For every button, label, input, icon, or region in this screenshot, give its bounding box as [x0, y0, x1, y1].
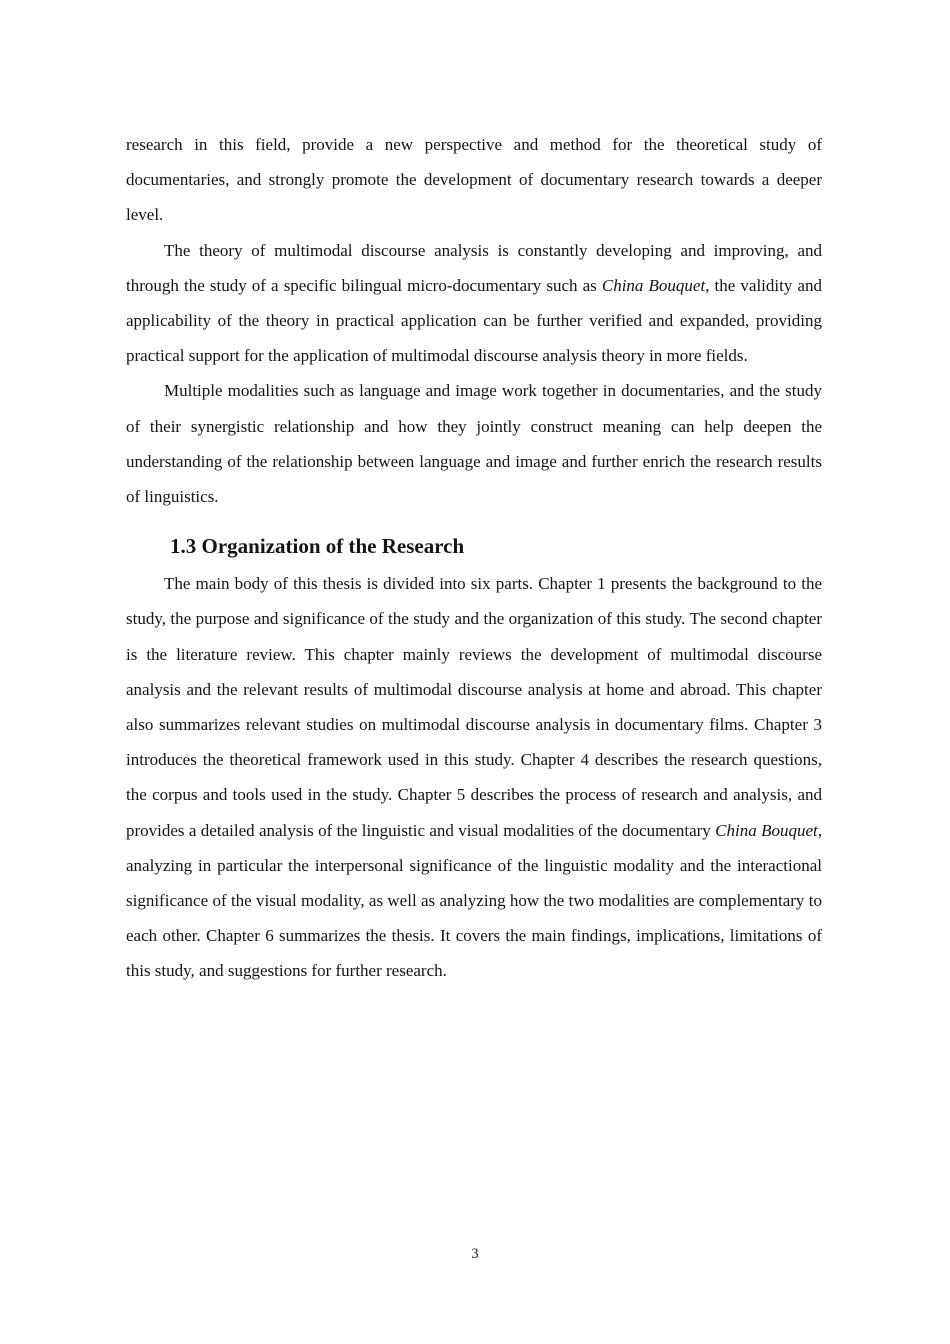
body-paragraph — [126, 373, 822, 514]
page-number: 3 — [471, 1246, 479, 1262]
page-body — [126, 127, 822, 989]
body-paragraph — [126, 566, 822, 988]
section-heading: 1.3 Organization of the Research — [170, 534, 465, 559]
body-paragraph — [126, 233, 822, 374]
paragraph-text: The theory of multimodal discourse analysis is constantly developing and improving, and through the study of a specific bilingual micro-documentary such as — [126, 240, 822, 295]
paragraph-text: research in this field, provide a new perspective and method for the theoretical study of documentaries, and strongly promote the development of documentary research towards a deeper level. — [126, 135, 822, 225]
paragraph-text: , the validity and applicability of the theory in practical application can be further verified and expanded, providing practical support for the application of multimodal discourse analysis theory in more fields. — [126, 275, 822, 366]
paragraph-text: The main body of this thesis is divided into six parts. Chapter 1 presents the background to the study, the purpose and significance of the study and the organization of this study. The second chapter is the literature review. This chapter mainly reviews the development of multimodal discourse analysis and the relevant results of multimodal discourse analysis at home and abroad. This chapter also summarizes relevant studies on multimodal discourse analysis in documentary films. Chapter 3 introduces the theoretical framework used in this study. Chapter 4 describes the research questions, the corpus and tools used in the study. Chapter 5 describes the process of research and analysis, and provides a detailed analysis of the linguistic and visual modalities of the documentary — [126, 574, 822, 840]
paragraph-text: Multiple modalities such as language and image work together in documentaries, and the study of their synergistic relationship and how they jointly construct meaning can help deepen the understanding of the relationship between language and image and further enrich the research results of linguistics. — [126, 381, 822, 507]
paragraph-text: , analyzing in particular the interpersonal significance of the linguistic modality and the interactional significance of the visual modality, as well as analyzing how the two modalities are complementary to each other. Chapter 6 summarizes the thesis. It covers the main findings, implications, limitations of this study, and suggestions for further research. — [126, 820, 822, 981]
body-paragraph — [126, 127, 822, 233]
italic-title-text: China Bouquet — [601, 275, 706, 295]
italic-title-text: China Bouquet — [715, 820, 818, 840]
